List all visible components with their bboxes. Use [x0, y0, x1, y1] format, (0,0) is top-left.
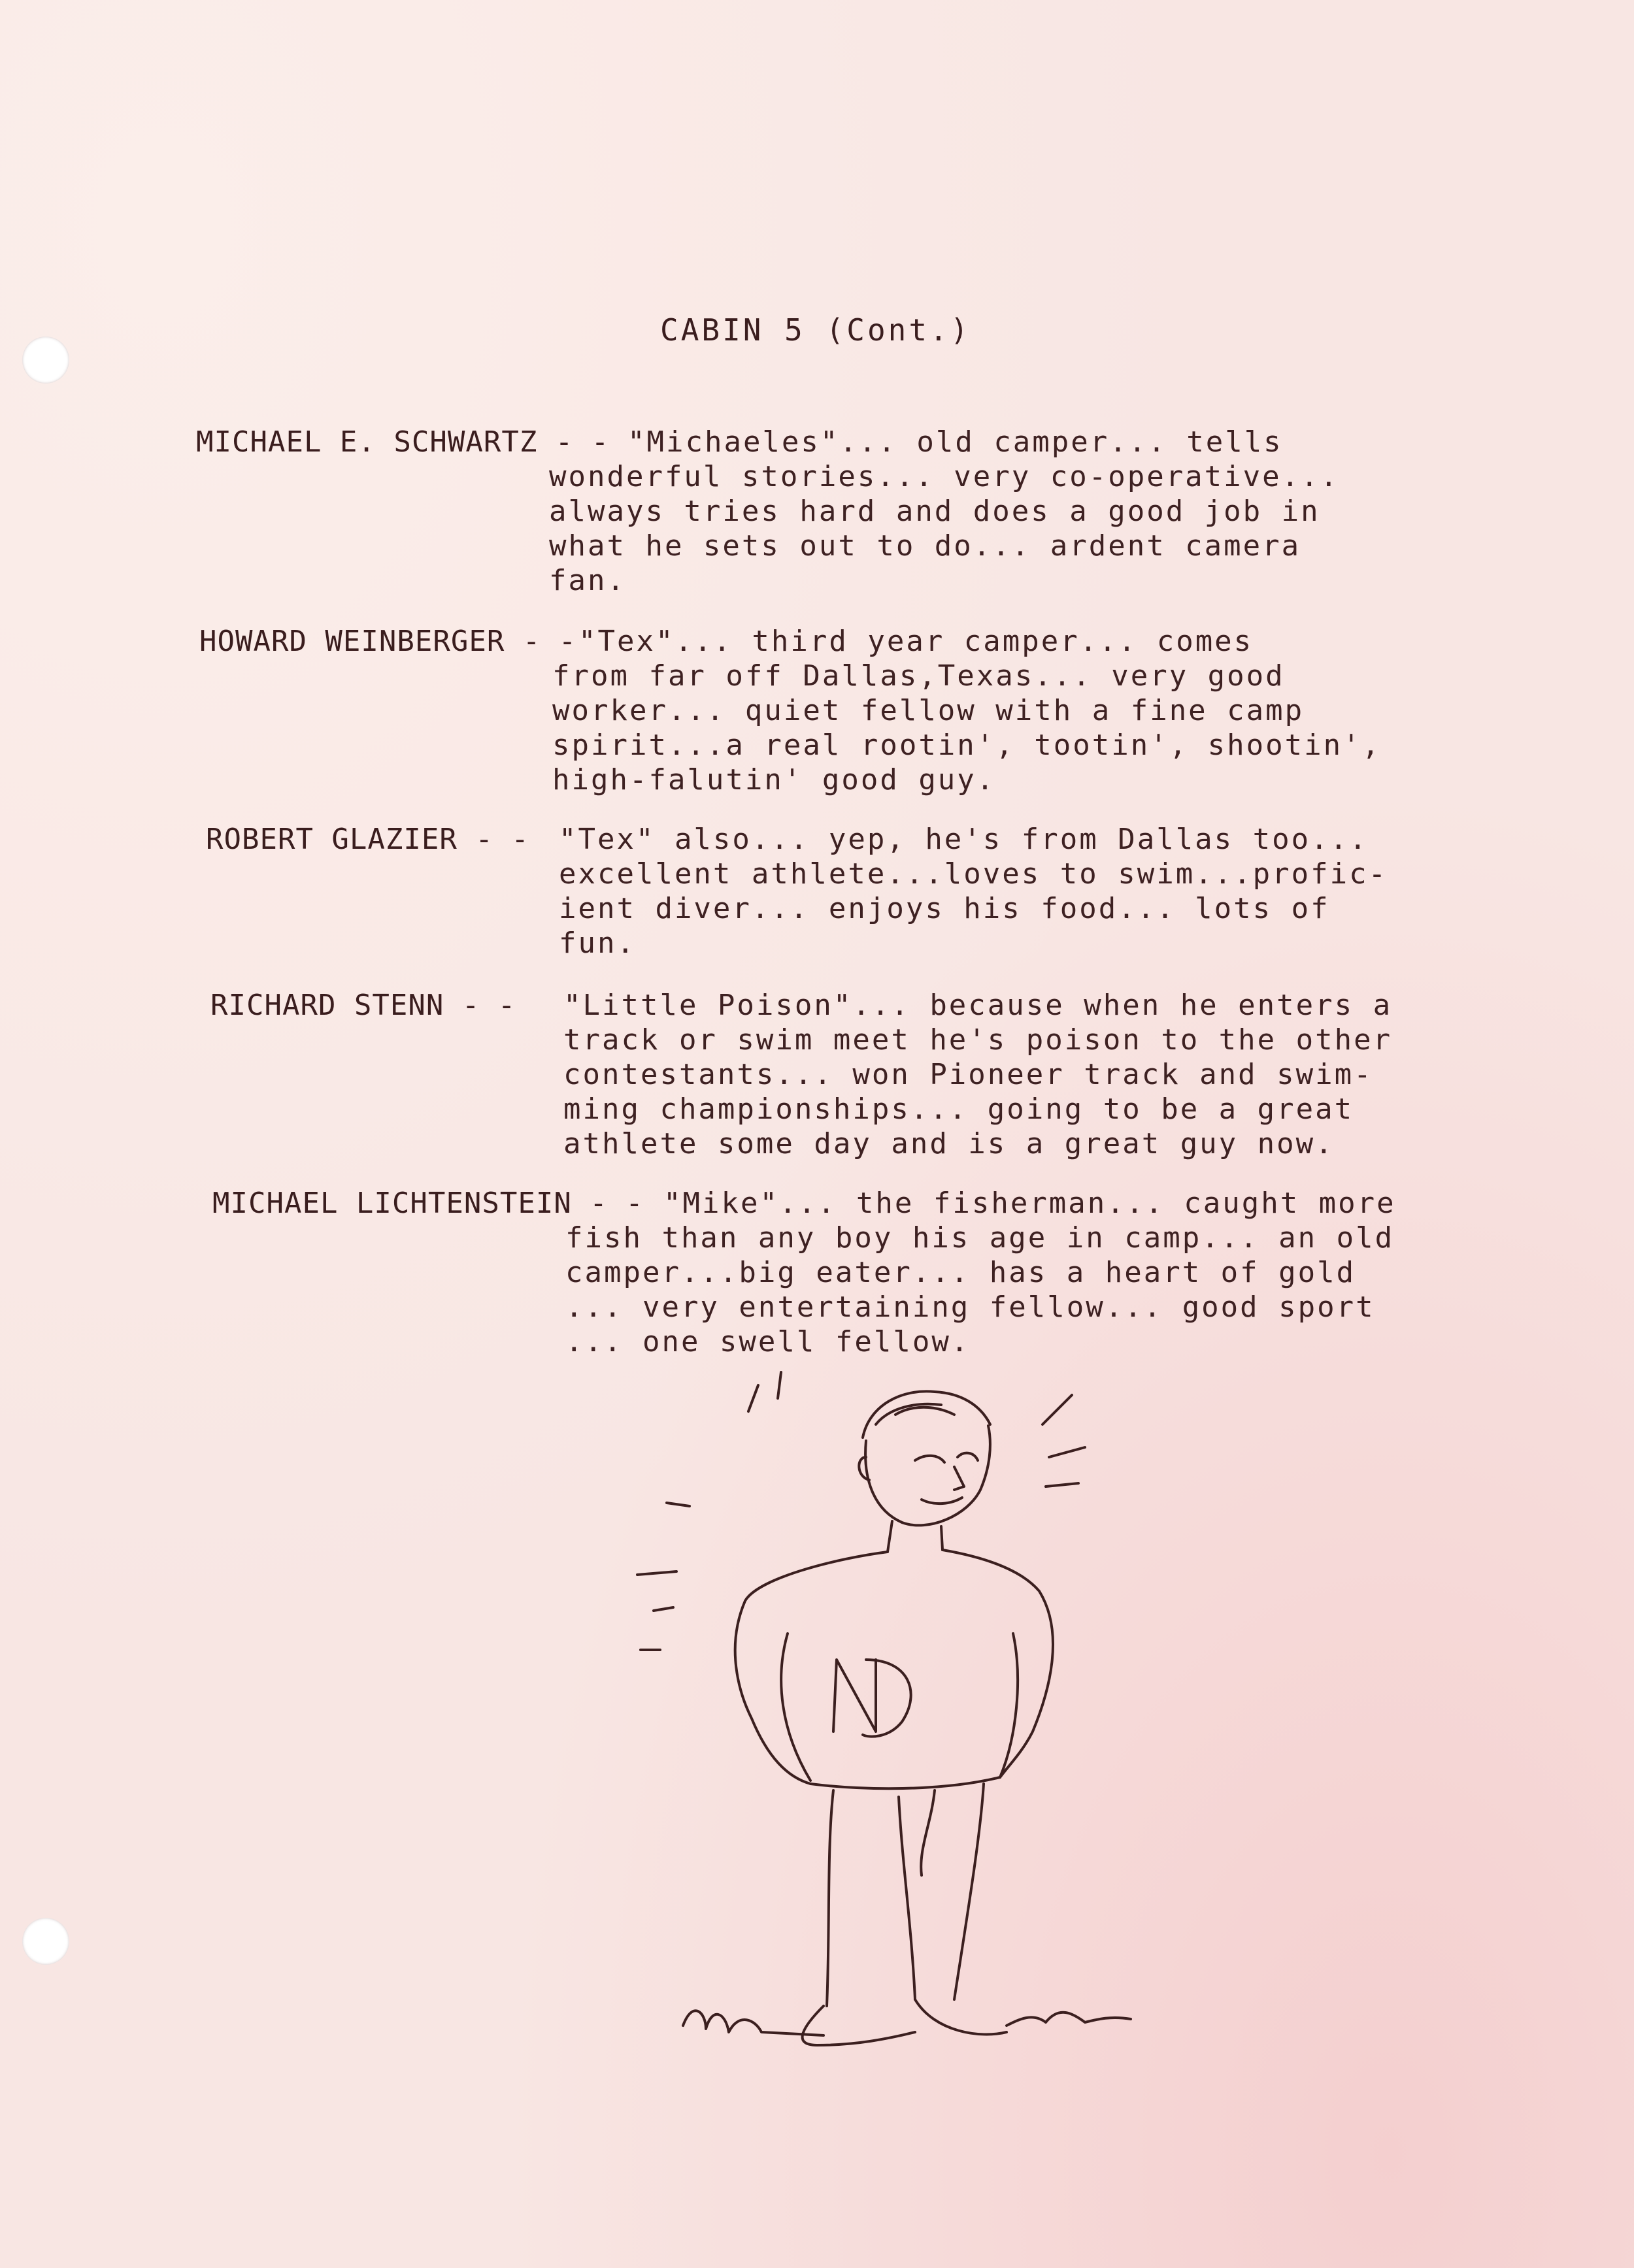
feet [803, 2006, 915, 2045]
nose [954, 1467, 964, 1490]
camper-name: RICHARD STENN - - [210, 989, 516, 1022]
eye [958, 1453, 978, 1460]
feet [915, 1999, 1007, 2034]
camper-desc-line: fan. [549, 564, 626, 597]
motion-mark [1046, 1483, 1078, 1487]
camper-desc-line: track or swim meet he's poison to the other [563, 1023, 1393, 1057]
camper-desc-line: "Mike"... the fisherman... caught more [663, 1187, 1396, 1220]
page-heading: CABIN 5 (Cont.) [660, 312, 971, 348]
neck [941, 1526, 942, 1550]
camper-desc-line: wonderful stories... very co-operative... [549, 460, 1340, 493]
camper-desc-line: fish than any boy his age in camp... an old [565, 1221, 1395, 1255]
left-leg [827, 1790, 833, 2006]
camper-desc-line: "Tex" also... yep, he's from Dallas too... [559, 823, 1369, 856]
sweater-hem [810, 1777, 1000, 1788]
punch-hole-bottom [22, 1918, 69, 1965]
neck [888, 1521, 892, 1552]
camper-desc-line: ... one swell fellow. [565, 1325, 971, 1358]
right-leg [899, 1797, 915, 1999]
face-outline [865, 1426, 990, 1525]
camper-desc-line: ient diver... enjoys his food... lots of [559, 892, 1330, 925]
motion-mark [637, 1571, 676, 1575]
hair [863, 1391, 990, 1438]
sweater-right [942, 1550, 1053, 1777]
camper-desc-line: excellent athlete...loves to swim...profic- [559, 857, 1388, 891]
ground-scribble [1007, 2013, 1131, 2026]
camper-name: ROBERT GLAZIER - - [206, 823, 529, 856]
motion-mark [748, 1385, 758, 1411]
eye [915, 1456, 944, 1462]
sweater-letter-d [863, 1660, 911, 1737]
camper-desc-line: always tries hard and does a good job in [549, 495, 1320, 528]
camper-desc-line: fun. [559, 927, 636, 960]
motion-mark [1042, 1395, 1072, 1424]
camper-desc-line: what he sets out to do... ardent camera [549, 529, 1301, 563]
camper-sketch [614, 1353, 1203, 2091]
motion-mark [1049, 1447, 1085, 1457]
camper-desc-line: "Little Poison"... because when he enters a [563, 989, 1393, 1022]
trouser-seam [921, 1790, 935, 1875]
camper-desc-line: athlete some day and is a great guy now. [563, 1127, 1335, 1160]
camper-desc-line: worker... quiet fellow with a fine camp [552, 694, 1305, 727]
camper-desc-line: ... very entertaining fellow... good sport [565, 1290, 1375, 1324]
camper-desc-line: spirit...a real rootin', tootin', shootin', [552, 729, 1382, 762]
camper-desc-line: "Tex"... third year camper... comes [578, 625, 1254, 658]
right-arm [1000, 1634, 1018, 1777]
camper-name: MICHAEL E. SCHWARTZ - - [196, 425, 610, 459]
camper-desc-line: ming championships... going to be a great [563, 1093, 1354, 1126]
right-leg-outer [954, 1784, 984, 1999]
camper-desc-line: high-falutin' good guy. [552, 763, 996, 797]
motion-mark [654, 1607, 673, 1611]
sweater-letter-n [833, 1660, 876, 1732]
left-arm [781, 1634, 810, 1781]
camper-desc-line: from far off Dallas,Texas... very good [552, 659, 1285, 693]
camper-desc-line: camper...big eater... has a heart of gold [565, 1256, 1356, 1289]
sweater-left [735, 1552, 888, 1784]
mouth [922, 1498, 962, 1504]
camper-desc-line: contestants... won Pioneer track and swim- [563, 1058, 1373, 1091]
camper-desc-line: "Michaeles"... old camper... tells [627, 425, 1283, 459]
camper-name: MICHAEL LICHTENSTEIN - - [212, 1187, 644, 1220]
camper-name: HOWARD WEINBERGER - - [199, 625, 577, 658]
motion-mark [667, 1503, 690, 1506]
punch-hole-top [22, 337, 69, 384]
motion-mark [778, 1372, 781, 1398]
